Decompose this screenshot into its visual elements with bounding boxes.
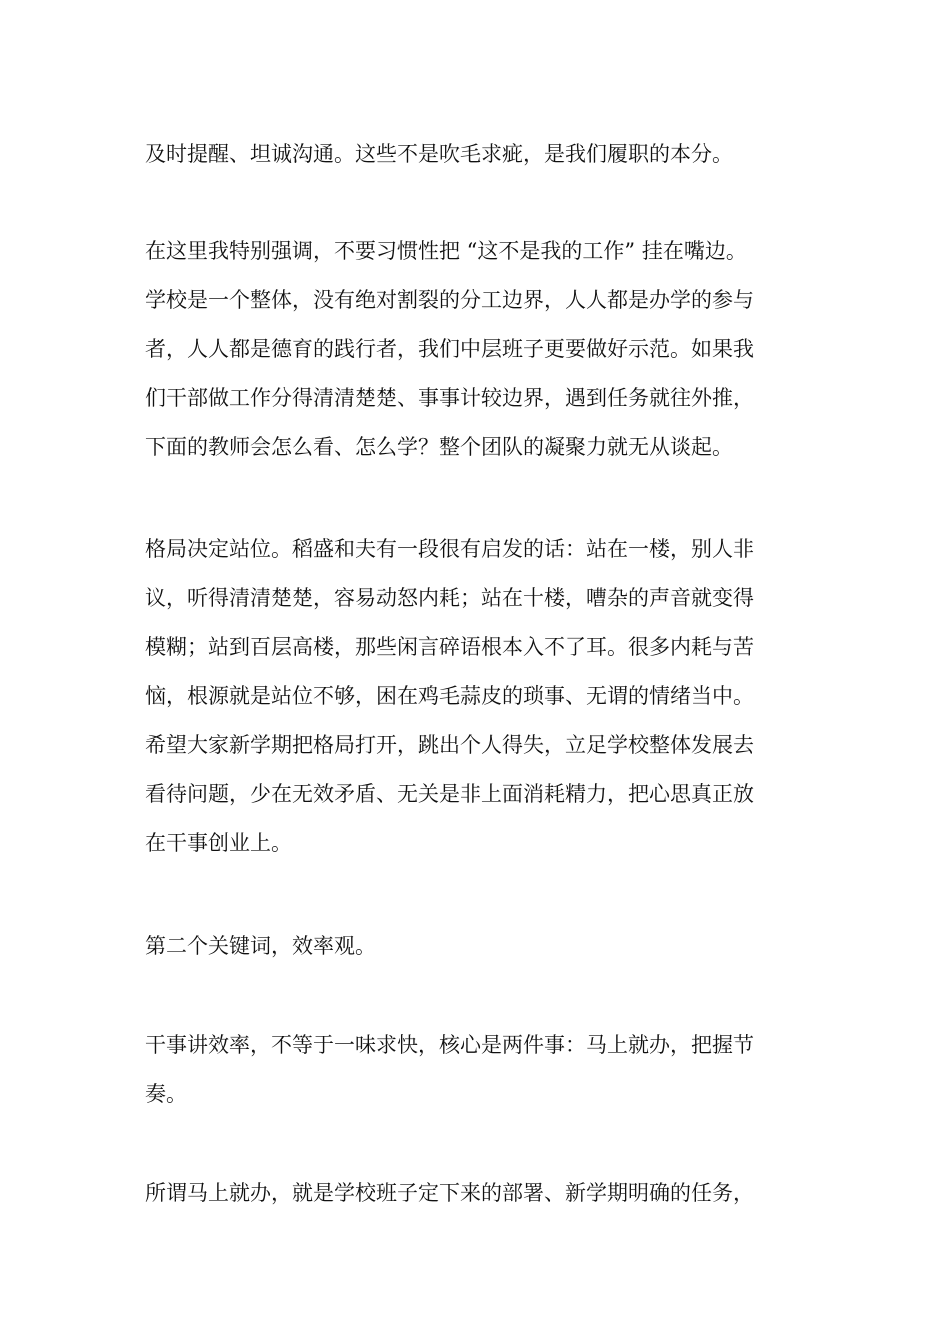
text-line: 所谓马上就办，就是学校班子定下来的部署、新学期明确的任务，	[145, 1181, 754, 1205]
text-line: 第二个关键词，效率观。	[145, 934, 376, 958]
text-line: 看待问题，少在无效矛盾、无关是非上面消耗精力，把心思真正放	[145, 782, 754, 806]
text-line: 模糊；站到百层高楼，那些闲言碎语根本入不了耳。很多内耗与苦	[145, 635, 754, 659]
text-line: 恼，根源就是站位不够，困在鸡毛蒜皮的琐事、无谓的情绪当中。	[145, 684, 754, 708]
text-line: 及时提醒、坦诚沟通。这些不是吹毛求疵，是我们履职的本分。	[145, 142, 733, 166]
text-line: 干事讲效率，不等于一味求快，核心是两件事：马上就办，把握节	[145, 1033, 754, 1057]
paragraph-1	[145, 130, 835, 179]
text-line: 奏。	[145, 1082, 187, 1106]
text-line: 下面的教师会怎么看、怎么学？整个团队的凝聚力就无从谈起。	[145, 435, 733, 459]
text-line: 在干事创业上。	[145, 831, 292, 855]
text-line: 们干部做工作分得清清楚楚、事事计较边界，遇到任务就往外推，	[145, 386, 754, 410]
paragraph-6	[145, 1169, 835, 1218]
text-line: 学校是一个整体，没有绝对割裂的分工边界，人人都是办学的参与	[145, 288, 754, 312]
text-line: 格局决定站位。稻盛和夫有一段很有启发的话：站在一楼，别人非	[145, 537, 754, 561]
text-line: 希望大家新学期把格局打开，跳出个人得失，立足学校整体发展去	[145, 733, 754, 757]
paragraph-2	[145, 227, 835, 472]
text-line: 议，听得清清楚楚，容易动怒内耗；站在十楼，嘈杂的声音就变得	[145, 586, 754, 610]
text-line: 者，人人都是德育的践行者，我们中层班子更要做好示范。如果我	[145, 337, 754, 361]
text-line: 在这里我特别强调，不要习惯性把 “这不是我的工作” 挂在嘴边。	[145, 239, 747, 263]
paragraph-5	[145, 1021, 835, 1119]
paragraph-4	[145, 922, 835, 971]
paragraph-3	[145, 525, 835, 868]
